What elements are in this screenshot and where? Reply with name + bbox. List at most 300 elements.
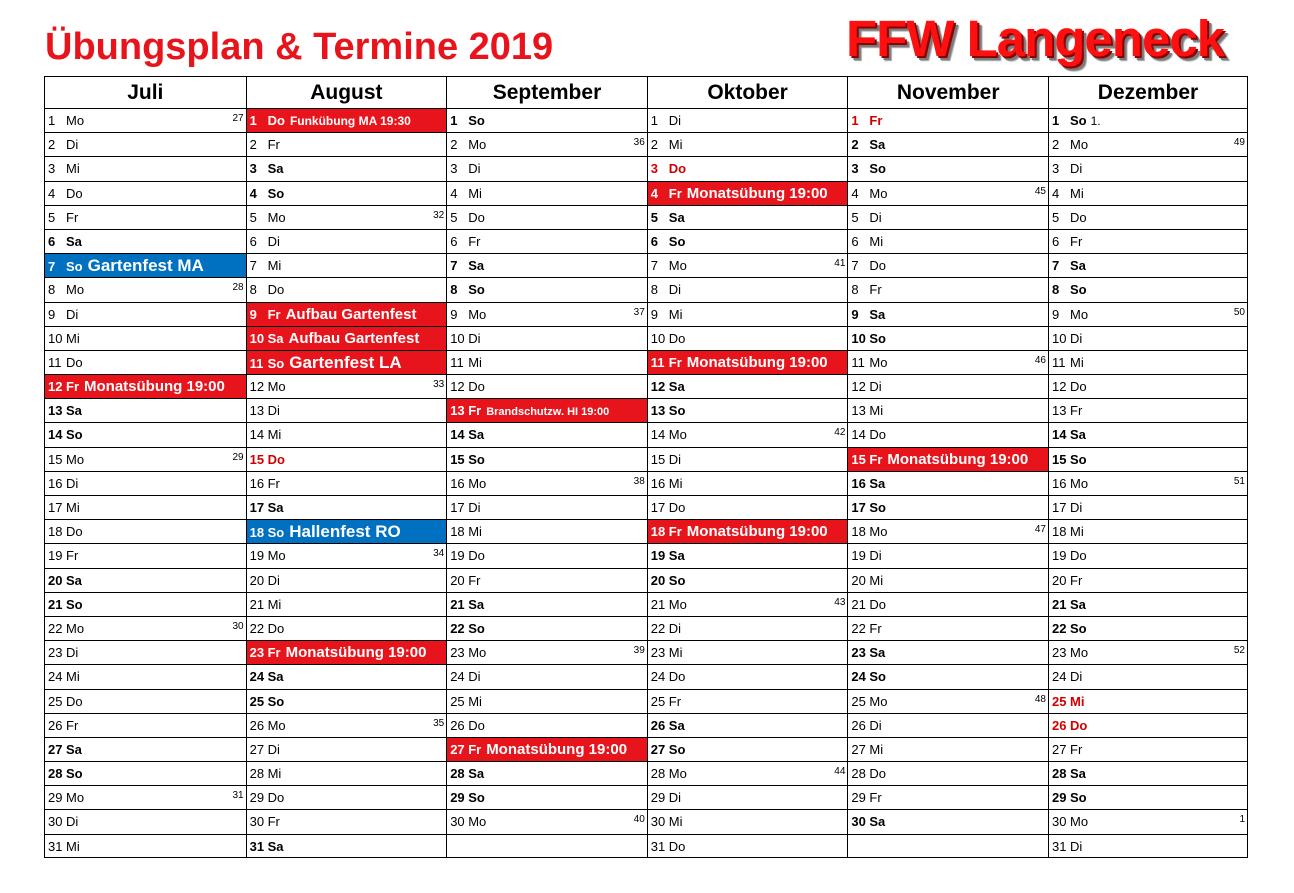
week-number: 31 xyxy=(232,790,244,802)
day-number: 8 xyxy=(48,282,56,298)
day-number: 3 xyxy=(1052,161,1060,177)
weekday-label: Do xyxy=(66,354,83,370)
day-number: 11 xyxy=(450,354,464,370)
day-cell xyxy=(247,738,447,762)
day-number: 8 xyxy=(851,282,859,298)
weekday-label: Fr xyxy=(468,572,481,588)
weekday-label: Di xyxy=(66,137,79,153)
month-header: Oktober xyxy=(648,77,848,109)
day-cell xyxy=(848,496,1048,520)
calendar-grid xyxy=(44,76,1248,858)
event-label: Monatsübung 19:00 xyxy=(285,644,427,662)
weekday-label: So xyxy=(66,259,83,275)
day-cell xyxy=(1049,810,1247,834)
day-number: 18 xyxy=(249,525,265,541)
weekday-label: So xyxy=(267,185,285,201)
weekday-label: Fr xyxy=(869,790,882,806)
weekday-label: Sa xyxy=(267,161,284,177)
weekday-label: Do xyxy=(1070,379,1087,395)
day-number: 23 xyxy=(48,645,63,661)
day-number: 26 xyxy=(48,717,63,733)
day-cell xyxy=(1049,738,1247,762)
day-number: 27 xyxy=(851,741,866,757)
day-cell xyxy=(648,423,848,447)
day-cell xyxy=(447,714,647,738)
weekday-label: Do xyxy=(668,330,686,346)
day-number: 28 xyxy=(650,766,666,782)
day-number: 21 xyxy=(450,596,465,612)
weekday-label: Mi xyxy=(869,572,884,588)
day-number: 29 xyxy=(650,790,666,806)
day-cell xyxy=(247,133,447,157)
day-cell xyxy=(447,182,647,206)
day-number: 1 xyxy=(1052,113,1060,128)
day-cell xyxy=(45,496,246,520)
weekday-label: Fr xyxy=(267,645,281,661)
day-number: 9 xyxy=(1052,306,1060,322)
weekday-label: Mo xyxy=(668,766,687,782)
weekday-label: Mo xyxy=(869,185,888,201)
day-number: 25 xyxy=(450,693,465,709)
day-cell xyxy=(45,690,246,714)
week-number: 1 xyxy=(1239,814,1245,826)
day-cell xyxy=(447,109,647,133)
day-number: 13 xyxy=(851,403,866,419)
weekday-label: Sa xyxy=(66,403,82,419)
weekday-label: Di xyxy=(1070,330,1083,346)
weekday-label: Fr xyxy=(668,185,682,201)
day-cell xyxy=(247,375,447,399)
weekday-label: Mi xyxy=(66,500,80,515)
week-number: 30 xyxy=(232,620,244,632)
month-header: November xyxy=(848,77,1048,109)
weekday-label: So xyxy=(869,500,887,515)
weekday-label: Fr xyxy=(1070,403,1083,419)
weekday-label: Sa xyxy=(869,475,886,491)
weekday-label: Mo xyxy=(267,548,286,564)
day-number: 20 xyxy=(650,572,666,588)
day-number: 6 xyxy=(650,233,659,249)
weekday-label: So xyxy=(1070,620,1087,636)
month-column-juli xyxy=(45,77,246,857)
day-number: 21 xyxy=(1052,596,1067,612)
weekday-label: So xyxy=(869,330,887,346)
day-cell xyxy=(648,157,848,181)
day-cell xyxy=(45,133,246,157)
day-cell xyxy=(447,327,647,351)
weekday-label: Sa xyxy=(66,741,82,757)
day-cell xyxy=(848,254,1048,278)
day-number: 23 xyxy=(1052,645,1067,661)
day-number: 9 xyxy=(48,306,56,322)
day-cell xyxy=(648,206,848,230)
day-number: 17 xyxy=(48,500,63,515)
weekday-label: Mo xyxy=(1070,137,1089,153)
day-number: 5 xyxy=(851,209,859,225)
day-number: 21 xyxy=(851,596,866,612)
weekday-label: Do xyxy=(267,620,285,636)
day-number: 15 xyxy=(249,451,265,467)
day-cell xyxy=(447,762,647,786)
day-cell xyxy=(648,327,848,351)
day-cell xyxy=(247,617,447,641)
month-column-oktober xyxy=(647,77,848,857)
weekday-label: So xyxy=(869,669,887,685)
day-cell xyxy=(648,786,848,810)
day-number: 31 xyxy=(650,838,666,854)
day-number: 8 xyxy=(1052,282,1060,298)
weekday-label: So xyxy=(668,572,686,588)
day-cell xyxy=(848,399,1048,423)
weekday-label: Do xyxy=(267,790,285,806)
day-number: 6 xyxy=(48,233,56,249)
day-number: 18 xyxy=(851,524,866,540)
day-cell xyxy=(247,690,447,714)
weekday-label: Di xyxy=(468,500,481,515)
day-cell xyxy=(45,303,246,327)
day-number: 10 xyxy=(249,330,265,346)
day-number: 19 xyxy=(450,548,465,564)
weekday-label: Mi xyxy=(267,427,282,443)
weekday-label: Di xyxy=(267,572,280,588)
day-cell xyxy=(648,399,848,423)
weekday-label: Do xyxy=(1070,209,1087,225)
weekday-label: So xyxy=(1070,113,1087,128)
event-label: Hallenfest RO xyxy=(289,522,401,542)
day-cell xyxy=(447,423,647,447)
event-day-cell xyxy=(247,303,447,327)
day-number: 25 xyxy=(48,693,63,709)
weekday-label: Do xyxy=(1070,548,1087,564)
weekday-label: Mo xyxy=(869,524,888,540)
day-number: 24 xyxy=(48,669,63,685)
day-number: 17 xyxy=(851,500,866,515)
week-number: 50 xyxy=(1233,306,1245,318)
weekday-label: Do xyxy=(468,379,485,395)
day-number: 27 xyxy=(1052,741,1067,757)
week-number: 37 xyxy=(633,306,645,318)
day-cell xyxy=(648,254,848,278)
day-number: 1 xyxy=(48,113,56,128)
day-cell xyxy=(45,351,246,375)
day-cell xyxy=(1049,835,1247,859)
day-cell xyxy=(1049,496,1247,520)
weekday-label: Mo xyxy=(468,645,487,661)
weekday-label: Di xyxy=(1070,669,1083,685)
weekday-label: Mi xyxy=(1070,693,1085,709)
day-number: 12 xyxy=(48,379,63,395)
day-number: 13 xyxy=(249,403,265,419)
day-number: 1 xyxy=(450,113,458,128)
day-number: 13 xyxy=(450,403,465,419)
weekday-label: So xyxy=(668,233,686,249)
day-cell xyxy=(848,230,1048,254)
week-number: 46 xyxy=(1034,354,1046,366)
day-cell xyxy=(447,641,647,665)
event-label: Monatsübung 19:00 xyxy=(887,450,1029,468)
day-number: 9 xyxy=(851,306,859,322)
weekday-label: Do xyxy=(869,766,887,782)
day-number: 7 xyxy=(851,258,859,274)
day-number: 3 xyxy=(249,161,257,177)
day-cell xyxy=(648,375,848,399)
day-number: 25 xyxy=(650,693,666,709)
day-cell xyxy=(648,762,848,786)
weekday-label: Sa xyxy=(668,548,685,564)
week-number: 49 xyxy=(1233,137,1245,149)
weekday-label: So xyxy=(869,161,887,177)
day-cell xyxy=(447,206,647,230)
day-cell xyxy=(247,835,447,859)
day-number: 3 xyxy=(851,161,859,177)
day-cell xyxy=(447,810,647,834)
weekday-label: Do xyxy=(869,596,887,612)
weekday-label: Fr xyxy=(66,717,79,733)
day-number: 22 xyxy=(1052,620,1067,636)
day-number: 21 xyxy=(650,596,666,612)
day-number: 5 xyxy=(249,209,257,225)
day-cell xyxy=(247,448,447,472)
week-number: 35 xyxy=(433,717,445,729)
day-number: 16 xyxy=(1052,475,1067,491)
day-number: 17 xyxy=(249,500,265,515)
day-cell xyxy=(648,810,848,834)
day-number: 2 xyxy=(450,137,458,153)
weekday-label: Sa xyxy=(468,766,485,782)
day-cell xyxy=(848,593,1048,617)
weekday-label: So xyxy=(1070,790,1087,806)
day-cell xyxy=(648,544,848,568)
day-number: 6 xyxy=(851,233,859,249)
month-header: August xyxy=(247,77,447,109)
day-number: 4 xyxy=(650,185,659,201)
weekday-label: Mi xyxy=(66,330,80,346)
weekday-label: So xyxy=(468,282,485,298)
day-cell xyxy=(1049,520,1247,544)
weekday-label: Mo xyxy=(1070,306,1089,322)
day-cell xyxy=(45,786,246,810)
weekday-label: Mi xyxy=(668,475,683,491)
weekday-label: So xyxy=(668,403,686,419)
event-day-cell xyxy=(648,182,848,206)
event-label: Monatsübung 19:00 xyxy=(486,740,628,758)
day-number: 25 xyxy=(249,693,265,709)
day-number: 28 xyxy=(851,766,866,782)
day-cell xyxy=(648,133,848,157)
weekday-label: Mi xyxy=(668,645,683,661)
weekday-label: So xyxy=(668,741,686,757)
day-cell xyxy=(1049,327,1247,351)
weekday-label: Fr xyxy=(1070,233,1083,249)
day-number: 10 xyxy=(851,330,866,346)
page-title: Übungsplan & Termine 2019 xyxy=(45,26,554,68)
day-cell xyxy=(45,109,246,133)
weekday-label: Mi xyxy=(668,137,683,153)
event-label: Gartenfest MA xyxy=(87,256,204,276)
day-number: 1 xyxy=(851,113,859,128)
day-cell xyxy=(447,157,647,181)
day-cell xyxy=(447,230,647,254)
weekday-label: Sa xyxy=(1070,766,1086,782)
day-number: 20 xyxy=(249,572,265,588)
day-number: 31 xyxy=(249,838,265,854)
weekday-label: Mo xyxy=(668,258,687,274)
day-number: 19 xyxy=(650,548,666,564)
day-cell xyxy=(648,448,848,472)
day-cell xyxy=(1049,569,1247,593)
weekday-label: Fr xyxy=(66,379,79,395)
day-number: 6 xyxy=(249,233,257,249)
weekday-label: Fr xyxy=(668,354,682,370)
weekday-label: Sa xyxy=(869,814,886,830)
day-number: 7 xyxy=(249,258,257,274)
weekday-label: Mo xyxy=(66,620,85,636)
day-cell xyxy=(45,738,246,762)
day-cell xyxy=(447,351,647,375)
day-number: 11 xyxy=(48,354,62,370)
day-cell xyxy=(848,714,1048,738)
day-number: 15 xyxy=(450,451,465,467)
day-number: 15 xyxy=(851,451,866,467)
event-day-cell xyxy=(447,738,647,762)
day-number: 14 xyxy=(851,427,866,443)
day-number: 12 xyxy=(1052,379,1067,395)
day-number: 26 xyxy=(450,717,465,733)
day-number: 15 xyxy=(48,451,63,467)
day-cell xyxy=(247,714,447,738)
weekday-label: Fr xyxy=(267,306,281,322)
week-number: 42 xyxy=(834,427,846,439)
day-number: 11 xyxy=(851,354,865,370)
day-number: 10 xyxy=(48,330,63,346)
weekday-label: Mo xyxy=(267,209,286,225)
weekday-label: Di xyxy=(66,645,79,661)
weekday-label: Fr xyxy=(267,137,280,153)
weekday-label: Do xyxy=(468,548,485,564)
weekday-label: Do xyxy=(668,161,687,177)
day-number: 27 xyxy=(48,741,63,757)
day-cell xyxy=(247,399,447,423)
day-number: 2 xyxy=(650,137,659,153)
day-cell xyxy=(447,569,647,593)
day-number: 20 xyxy=(450,572,465,588)
day-number: 7 xyxy=(1052,258,1060,274)
day-number: 26 xyxy=(249,717,265,733)
week-number: 45 xyxy=(1034,185,1046,197)
day-number: 24 xyxy=(851,669,866,685)
day-number: 30 xyxy=(1052,814,1067,830)
day-number: 14 xyxy=(1052,427,1067,443)
weekday-label: Do xyxy=(468,717,485,733)
day-number: 7 xyxy=(450,258,458,274)
weekday-label: Di xyxy=(66,814,79,830)
day-cell xyxy=(247,230,447,254)
weekday-label: Di xyxy=(468,330,481,346)
day-number: 13 xyxy=(48,403,63,419)
day-number: 9 xyxy=(249,306,257,322)
day-number: 10 xyxy=(450,330,465,346)
week-number: 38 xyxy=(633,475,645,487)
weekday-label: Di xyxy=(66,306,79,322)
day-cell xyxy=(1049,399,1247,423)
week-number: 33 xyxy=(433,379,445,391)
day-cell xyxy=(648,665,848,689)
weekday-label: Fr xyxy=(468,403,482,419)
weekday-label: Di xyxy=(668,790,682,806)
weekday-label: Fr xyxy=(668,693,682,709)
weekday-label: Mi xyxy=(267,596,282,612)
week-number: 40 xyxy=(633,814,645,826)
day-number: 24 xyxy=(450,669,465,685)
event-day-cell xyxy=(247,327,447,351)
day-cell xyxy=(45,399,246,423)
weekday-label: Mi xyxy=(267,258,282,274)
day-cell xyxy=(45,472,246,496)
weekday-label: Sa xyxy=(468,596,485,612)
weekday-label: Mo xyxy=(1070,814,1089,830)
day-cell xyxy=(45,835,246,859)
day-number: 16 xyxy=(48,475,63,491)
day-number: 24 xyxy=(650,669,666,685)
day-number: 14 xyxy=(249,427,265,443)
month-column-september xyxy=(446,77,647,857)
day-cell xyxy=(848,641,1048,665)
day-cell xyxy=(1049,762,1247,786)
week-number: 48 xyxy=(1034,693,1046,705)
day-cell xyxy=(848,762,1048,786)
day-number: 6 xyxy=(1052,233,1060,249)
month-column-dezember xyxy=(1048,77,1247,857)
day-cell xyxy=(45,641,246,665)
day-number: 12 xyxy=(450,379,465,395)
day-cell xyxy=(1049,278,1247,302)
weekday-label: Di xyxy=(468,669,481,685)
day-cell xyxy=(447,835,647,859)
weekday-label: Sa xyxy=(468,427,485,443)
day-cell xyxy=(848,351,1048,375)
weekday-label: Do xyxy=(267,113,285,128)
event-label: Monatsübung 19:00 xyxy=(84,378,225,396)
day-cell xyxy=(648,641,848,665)
event-label: Brandschutzw. HI 19:00 xyxy=(486,406,610,419)
day-cell xyxy=(447,593,647,617)
day-cell xyxy=(447,448,647,472)
day-number: 30 xyxy=(851,814,866,830)
weekday-label: Fr xyxy=(468,233,481,249)
day-number: 20 xyxy=(851,572,866,588)
day-number: 7 xyxy=(650,258,659,274)
day-cell xyxy=(1049,714,1247,738)
weekday-label: Fr xyxy=(267,475,280,491)
weekday-label: Mi xyxy=(1070,185,1084,201)
day-number: 30 xyxy=(249,814,265,830)
weekday-label: Fr xyxy=(869,113,883,128)
day-number: 11 xyxy=(1052,354,1066,370)
week-number: 52 xyxy=(1233,645,1245,657)
weekday-label: Di xyxy=(1070,161,1083,177)
day-number: 12 xyxy=(650,379,666,395)
day-cell xyxy=(447,254,647,278)
day-note: 1. xyxy=(1090,114,1101,128)
weekday-label: Do xyxy=(267,451,285,467)
day-number: 29 xyxy=(450,790,465,806)
day-cell xyxy=(247,569,447,593)
day-number: 15 xyxy=(650,451,666,467)
week-number: 39 xyxy=(633,645,645,657)
day-cell xyxy=(1049,303,1247,327)
weekday-label: Sa xyxy=(66,233,82,249)
day-cell xyxy=(648,738,848,762)
